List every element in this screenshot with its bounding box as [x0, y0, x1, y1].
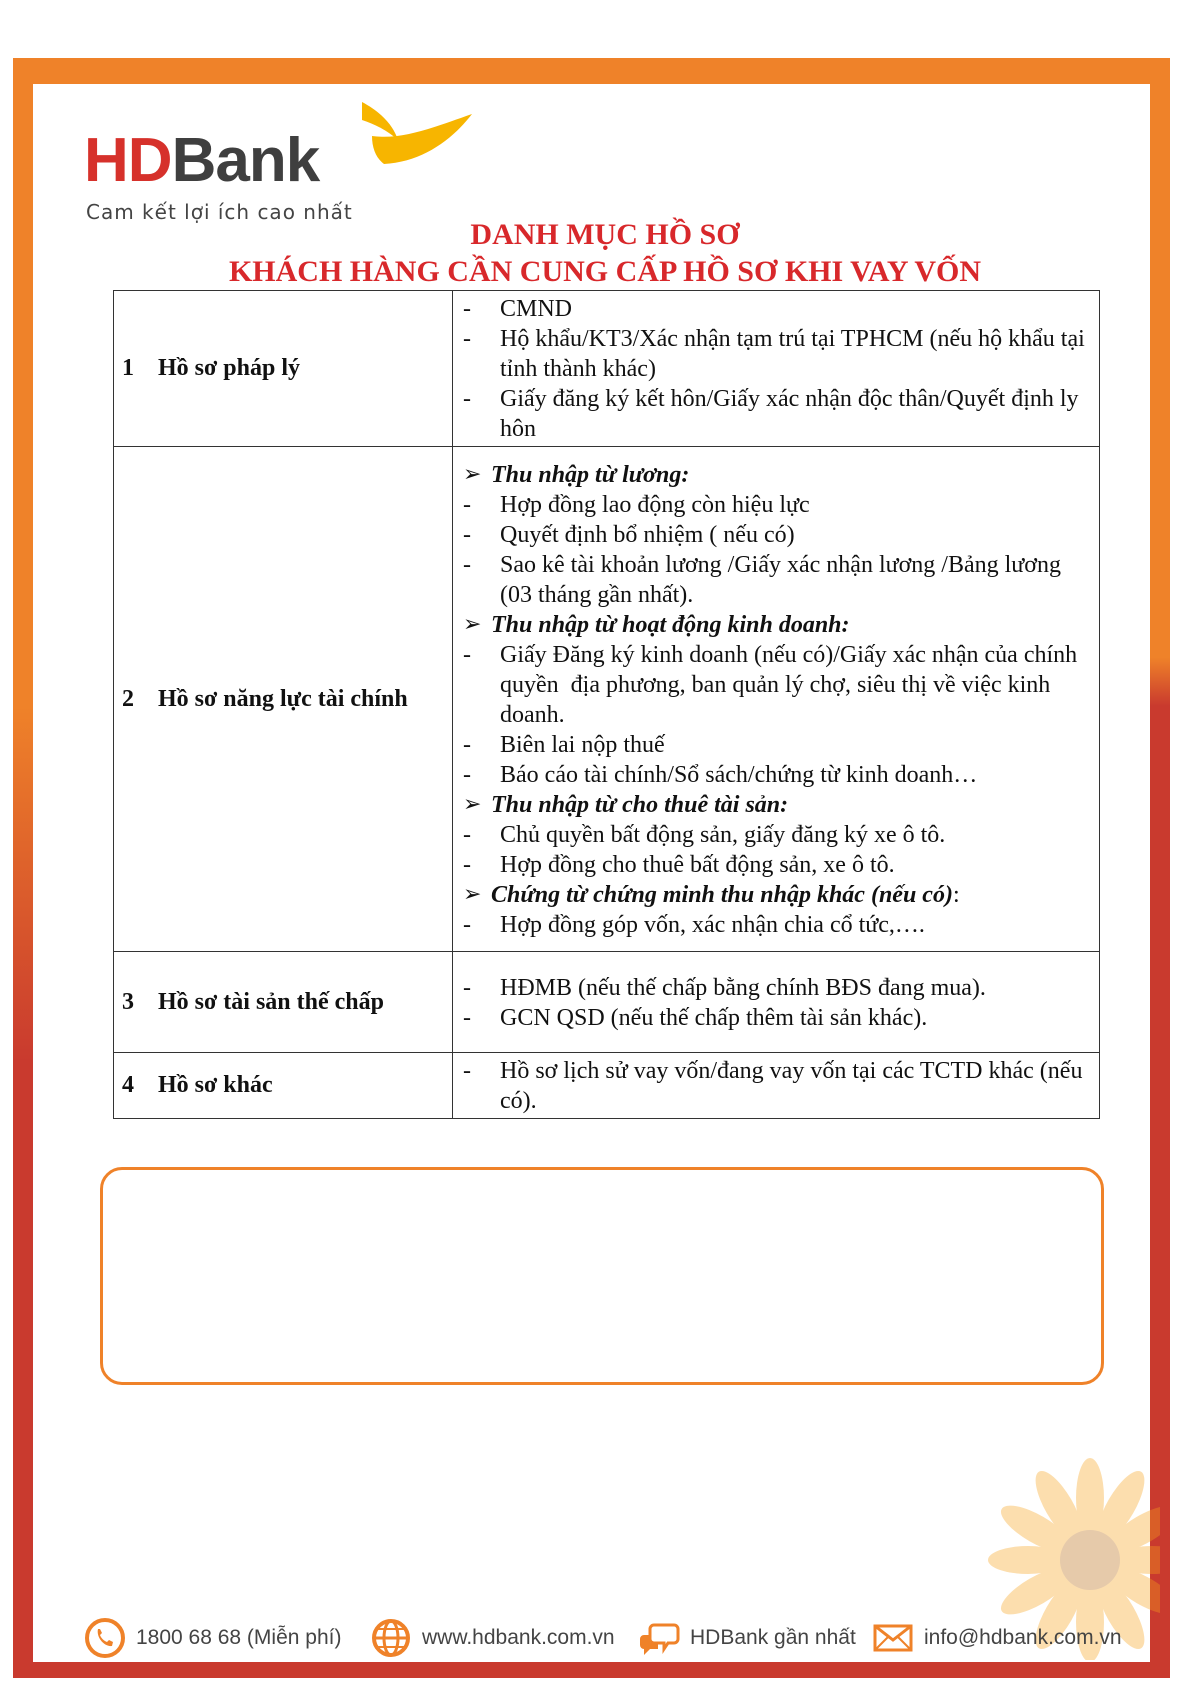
dash-bullet: -: [463, 296, 471, 322]
list-item: - Giấy đăng ký kết hôn/Giấy xác nhận độc thân/Quyết định ly hôn: [463, 386, 1079, 442]
details-cell: [453, 1053, 1100, 1119]
category-label: Hồ sơ khác: [158, 1072, 273, 1098]
dash-bullet: -: [463, 521, 471, 548]
arrow-bullet-icon: ➢: [463, 611, 482, 637]
document-subtitle: KHÁCH HÀNG CẦN CUNG CẤP HỒ SƠ KHI VAY VỐN: [228, 255, 982, 288]
list-item: - Sao kê tài khoản lương /Giấy xác nhận lương /Bảng lương (03 tháng gần nhất).: [463, 551, 1061, 608]
dash-bullet: -: [463, 911, 471, 938]
list-item: - Biên lai nộp thuế: [463, 731, 665, 758]
globe-icon: [370, 1617, 412, 1659]
list-item: - Chủ quyền bất động sản, giấy đăng ký xe ô tô.: [463, 821, 946, 848]
table-row: [114, 447, 1100, 952]
dash-bullet: -: [463, 491, 471, 518]
details-cell: [453, 952, 1100, 1053]
row-number: 1: [122, 355, 134, 381]
row-number: 3: [122, 988, 134, 1015]
details-cell: [453, 447, 1100, 952]
arrow-bullet-icon: ➢: [463, 791, 482, 817]
group-heading: ➢ Thu nhập từ cho thuê tài sản:: [463, 791, 789, 818]
table-row: [114, 291, 1100, 447]
frame-bottom-border: [13, 1662, 1170, 1678]
category-cell: [114, 952, 453, 1053]
list-item: - Quyết định bổ nhiệm ( nếu có): [463, 521, 795, 548]
category-cell: [114, 291, 453, 447]
phone-number: 1800 68 68 (Miễn phí): [136, 1626, 342, 1649]
table-row: [114, 1053, 1100, 1119]
dash-bullet: -: [463, 641, 471, 668]
email-link: info@hdbank.com.vn: [924, 1626, 1122, 1649]
list-item: - Hồ sơ lịch sử vay vốn/đang vay vốn tại các TCTD khác (nếu có).: [463, 1058, 1083, 1114]
arrow-bullet-icon: ➢: [463, 461, 482, 487]
dash-bullet: -: [463, 974, 471, 1001]
group-heading: ➢ Thu nhập từ lương:: [463, 461, 690, 488]
footer-nearest-branch[interactable]: [638, 1618, 856, 1658]
dash-bullet: -: [463, 731, 471, 758]
table-row: [114, 952, 1100, 1053]
list-item: - HĐMB (nếu thế chấp bằng chính BĐS đang mua).: [463, 974, 986, 1001]
footer-phone[interactable]: [84, 1618, 341, 1658]
category-label: Hồ sơ pháp lý: [158, 355, 301, 381]
website-link: www.hdbank.com.vn: [422, 1626, 615, 1649]
notes-box: [100, 1167, 1104, 1385]
mail-icon: [872, 1617, 914, 1659]
dash-bullet: -: [463, 761, 471, 788]
phone-icon: [84, 1617, 126, 1659]
list-item: - Hợp đồng lao động còn hiệu lực: [463, 491, 810, 518]
dash-bullet: -: [463, 326, 471, 352]
row-number: 2: [122, 685, 134, 712]
frame-right-border: [1150, 58, 1170, 1678]
nearest-branch-link: HDBank gần nhất: [690, 1626, 856, 1649]
dash-bullet: -: [463, 821, 471, 848]
list-item: - Hợp đồng góp vốn, xác nhận chia cổ tức,….: [463, 911, 925, 938]
footer-website[interactable]: [370, 1618, 615, 1658]
chat-icon: [638, 1617, 680, 1659]
details-cell: [453, 291, 1100, 447]
list-item: - GCN QSD (nếu thế chấp thêm tài sản khác).: [463, 1004, 928, 1031]
category-cell: [114, 1053, 453, 1119]
list-item: - Hợp đồng cho thuê bất động sản, xe ô tô.: [463, 851, 895, 878]
dash-bullet: -: [463, 1058, 471, 1084]
documents-table: [113, 290, 1100, 1119]
footer-email[interactable]: [872, 1618, 1122, 1658]
hdbank-logo: [84, 100, 424, 230]
group-heading: ➢ Chứng từ chứng minh thu nhập khác (nếu có) :: [463, 881, 960, 908]
dash-bullet: -: [463, 851, 471, 878]
frame-left-border: [13, 58, 33, 1678]
document-title: DANH MỤC HỒ SƠ: [470, 218, 740, 251]
list-item: - Báo cáo tài chính/Sổ sách/chứng từ kinh doanh…: [463, 761, 978, 788]
list-item: - Hộ khẩu/KT3/Xác nhận tạm trú tại TPHCM (nếu hộ khẩu tại tỉnh thành khác): [463, 326, 1085, 382]
frame-top-border: [13, 58, 1170, 84]
category-label: Hồ sơ năng lực tài chính: [158, 685, 408, 712]
list-item: - CMND: [463, 296, 573, 322]
category-label: Hồ sơ tài sản thế chấp: [158, 988, 384, 1015]
dash-bullet: -: [463, 1004, 471, 1031]
logo-text: HDBank: [84, 126, 320, 195]
dash-bullet: -: [463, 551, 471, 578]
logo-tagline: Cam kết lợi ích cao nhất: [86, 200, 353, 224]
row-number: 4: [122, 1072, 134, 1098]
category-cell: [114, 447, 453, 952]
list-item: - Giấy Đăng ký kinh doanh (nếu có)/Giấy xác nhận của chính quyền địa phương, ban quản lý chợ, siêu thị về việc kinh doanh.: [463, 641, 1084, 728]
dash-bullet: -: [463, 386, 471, 412]
group-heading: ➢ Thu nhập từ hoạt động kinh doanh:: [463, 611, 850, 638]
arrow-bullet-icon: ➢: [463, 881, 482, 907]
logo-wing-icon: [332, 100, 502, 180]
